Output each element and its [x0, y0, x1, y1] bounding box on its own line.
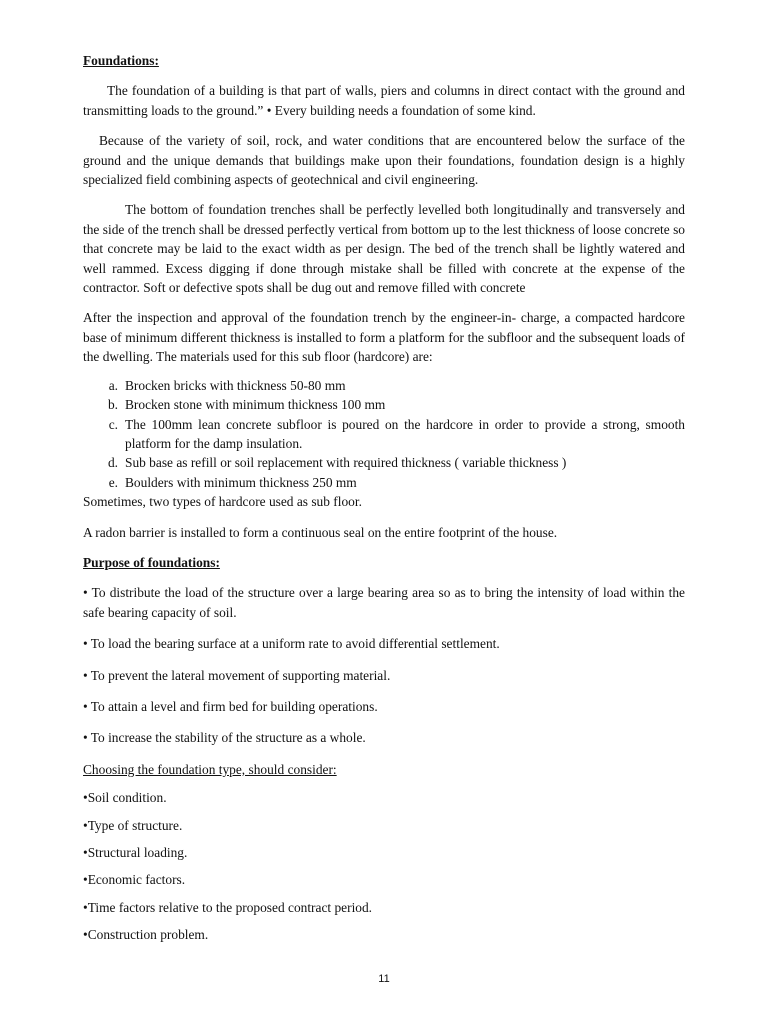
- list-item-text: Brocken bricks with thickness 50-80 mm: [125, 377, 346, 393]
- paragraph-definition: The foundation of a building is that part of walls, piers and columns in direct contact with the ground and transmitting loads to the ground.” • Every building needs a foundation of some kind.: [83, 83, 685, 118]
- list-item-marker: e.: [108, 474, 118, 490]
- paragraph-radon: A radon barrier is installed to form a continuous seal on the entire footprint of the house.: [83, 524, 558, 540]
- purpose-item: • To attain a level and firm bed for building operations.: [83, 698, 378, 714]
- list-item-marker: c.: [108, 416, 118, 432]
- purpose-item: • To distribute the load of the structure over a large bearing area so as to bring the intensity of load within the safe bearing capacity of soil.: [83, 585, 685, 620]
- list-item-marker: d.: [107, 455, 118, 471]
- page-number: 11: [378, 973, 390, 985]
- heading-choosing: Choosing the foundation type, should consider:: [83, 761, 337, 777]
- list-item-text: The 100mm lean concrete subfloor is poured on the hardcore in order to provide a strong, smooth platform for the damp insulation.: [125, 416, 685, 451]
- criterion-item: •Economic factors.: [83, 872, 186, 888]
- list-item: [83, 473, 685, 492]
- purpose-item: • To increase the stability of the structure as a whole.: [83, 730, 366, 746]
- list-item: [83, 453, 685, 472]
- criterion-item: •Soil condition.: [83, 790, 167, 806]
- list-item-text: Brocken stone with minimum thickness 100 mm: [125, 397, 386, 413]
- list-item-text: Sub base as refill or soil replacement with required thickness ( variable thickness ): [125, 455, 567, 471]
- page-content: [83, 51, 685, 953]
- criterion-item: •Time factors relative to the proposed contract period.: [83, 899, 373, 915]
- list-item-marker: b.: [107, 397, 118, 413]
- heading-foundations: Foundations:: [83, 53, 159, 68]
- paragraph-inspection: After the inspection and approval of the foundation trench by the engineer-in- charge, a compacted hardcore base of minimum different thickness is installed to form a platform for the subfloor and the subsequent loads of the dwelling. The materials used for this sub floor (hardcore) are:: [83, 310, 685, 365]
- list-item-text: Boulders with minimum thickness 250 mm: [125, 474, 357, 490]
- purpose-item: • To load the bearing surface at a uniform rate to avoid differential settlement.: [83, 636, 500, 652]
- criterion-item: •Construction problem.: [83, 927, 209, 943]
- paragraph-variety: Because of the variety of soil, rock, and water conditions that are encountered below the surface of the ground and the unique demands that buildings make upon their foundations, foundation design is a highly specialized field combining aspects of geotechnical and civil engineering.: [83, 133, 685, 188]
- hardcore-materials-list: [83, 376, 685, 492]
- list-item: [83, 376, 685, 395]
- heading-purpose: Purpose of foundations:: [83, 554, 220, 570]
- purpose-item: • To prevent the lateral movement of supporting material.: [83, 667, 391, 683]
- list-item: [83, 415, 685, 454]
- paragraph-two-types: Sometimes, two types of hardcore used as sub floor.: [83, 494, 362, 510]
- criterion-item: •Type of structure.: [83, 817, 183, 833]
- criterion-item: •Structural loading.: [83, 845, 188, 860]
- list-item-marker: a.: [108, 377, 118, 393]
- list-item: [83, 395, 685, 414]
- paragraph-trenches: The bottom of foundation trenches shall be perfectly levelled both longitudinally and transversely and the side of the trench shall be dressed perfectly vertical from bottom up to the lest thickness of loose concrete so that concrete may be laid to the exact width as per design. The bed of the trench shall be lightly watered and well rammed. Excess digging if done through mistake shall be filled with concrete at the expense of the contractor. Soft or defective spots shall be dug out and remove filled with concrete: [83, 202, 685, 296]
